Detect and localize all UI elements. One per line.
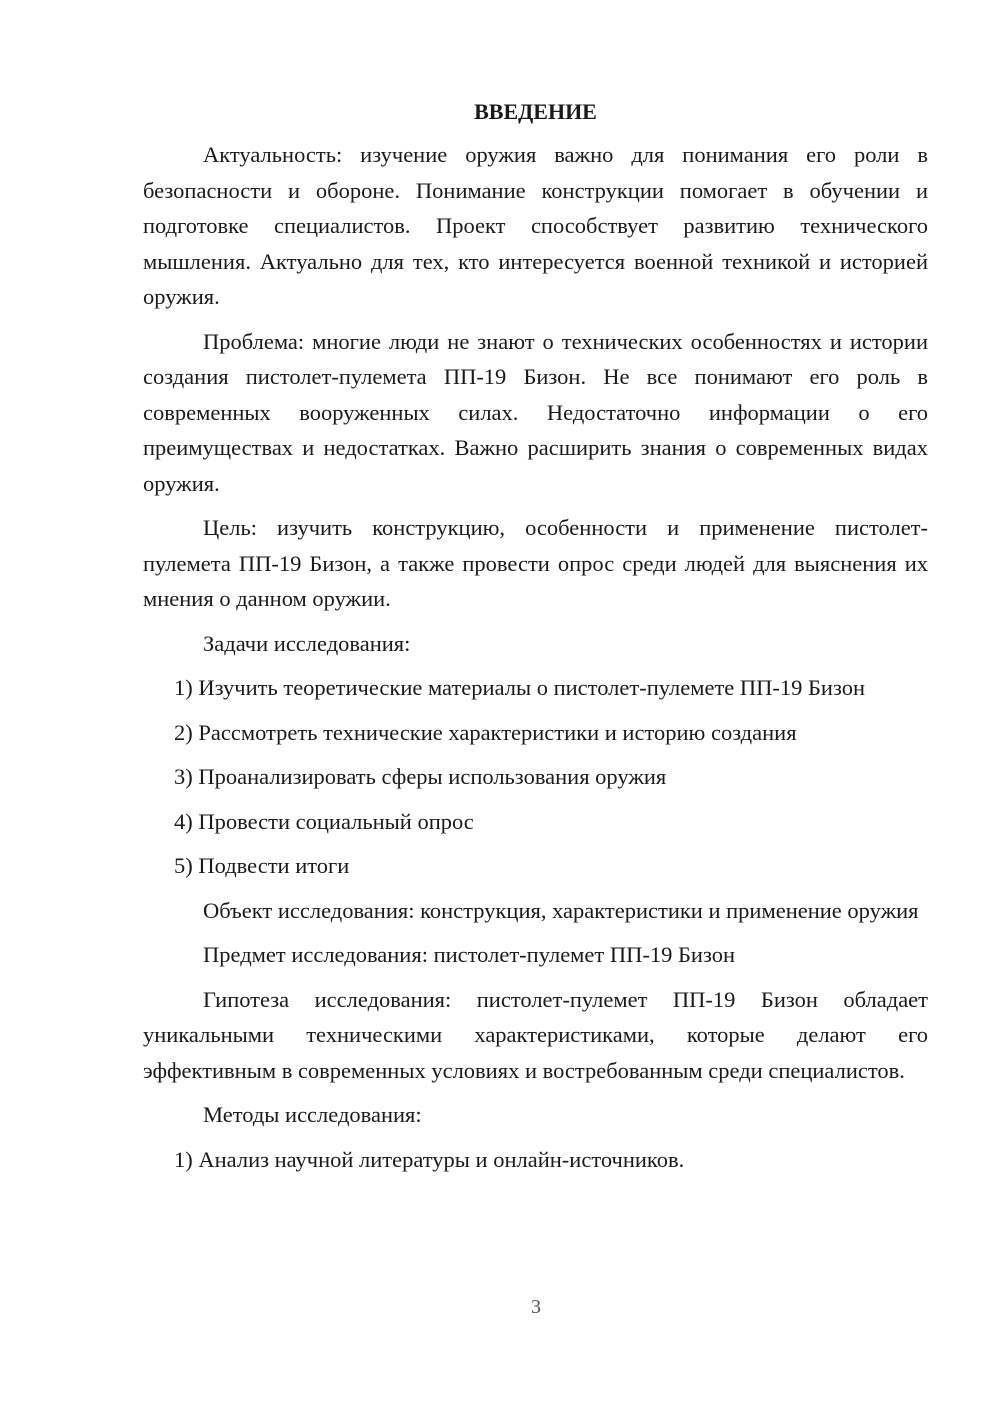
paragraph-goal: Цель: изучить конструкцию, особенности и применение пистолет-пулемета ПП-19 Бизон, а также провести опрос среди людей для выяснения их мнения о данном оружии.: [143, 515, 928, 611]
paragraph-hypothesis: Гипотеза исследования: пистолет-пулемет ПП-19 Бизон обладает уникальными техническими характеристиками, которые делают его эффективным в современных условиях и востребованным среди специалистов.: [143, 986, 928, 1083]
task-item-5: 5) Подвести итоги: [174, 853, 350, 878]
paragraph-problem: Проблема: многие люди не знают о технических особенностях и истории создания пистолет-пулемета ПП-19 Бизон. Не все понимают его роль в современных вооруженных силах. Недостаточно информации о его преимуществах и недостатках. Важно расширить знания о современных видах оружия.: [143, 328, 928, 496]
task-item-2: 2) Рассмотреть технические характеристики и историю создания: [174, 719, 797, 745]
task-item-1: 1) Изучить теоретические материалы о пистолет-пулемете ПП-19 Бизон: [174, 675, 866, 700]
section-title: ВВЕДЕНИЕ: [474, 99, 597, 124]
task-item-4: 4) Провести социальный опрос: [174, 808, 474, 834]
tasks-heading: Задачи исследования:: [203, 630, 411, 656]
page-number: 3: [531, 1296, 541, 1318]
task-item-3: 3) Проанализировать сферы использования оружия: [174, 764, 667, 789]
method-item-1: 1) Анализ научной литературы и онлайн-источников.: [174, 1146, 685, 1172]
paragraph-object: Объект исследования: конструкция, характеристики и применение оружия: [203, 897, 919, 923]
document-page: [143, 96, 928, 1177]
paragraph-relevance: Актуальность: изучение оружия важно для понимания его роли в безопасности и обороне. Понимание конструкции помогает в обучении и подготовке специалистов. Проект способствует развитию технического мышления. Актуально для тех, кто интересуется военной техникой и историей оружия.: [143, 142, 928, 309]
paragraph-subject: Предмет исследования: пистолет-пулемет ПП-19 Бизон: [203, 942, 735, 967]
methods-heading: Методы исследования:: [203, 1102, 422, 1127]
